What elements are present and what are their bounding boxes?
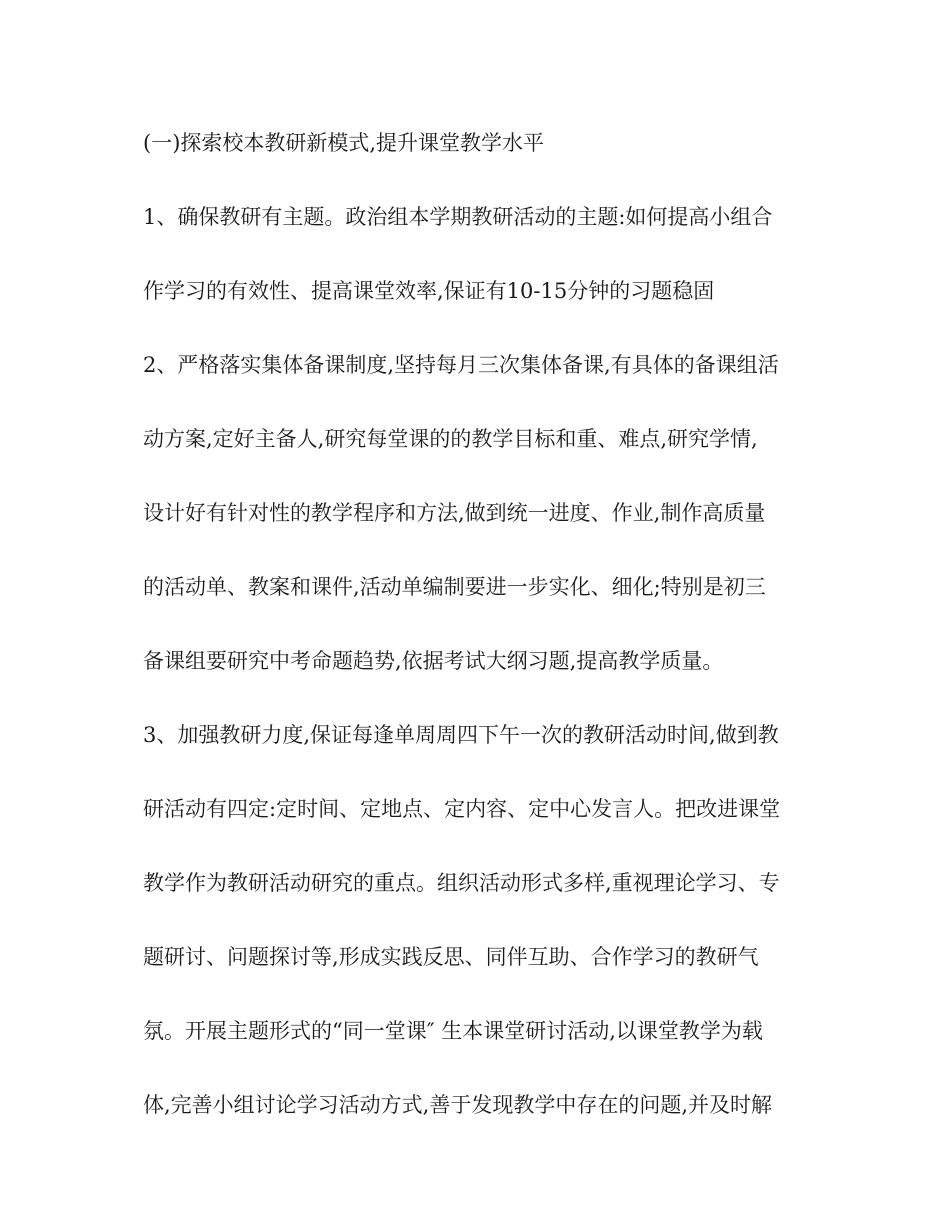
text-line: 题研讨、问题探讨等,形成实践反思、同伴互助、合作学习的教研气 xyxy=(143,945,759,969)
text-line: 动方案,定好主备人,研究每堂课的的教学目标和重、难点,研究学情, xyxy=(143,427,758,451)
section-heading: (一)探索校本教研新模式,提升课堂教学水平 xyxy=(143,131,545,155)
text-line: 氛。开展主题形式的“同一堂课″ 生本课堂研讨活动,以课堂教学为载 xyxy=(143,1019,763,1043)
text-line: 的活动单、教案和课件,活动单编制要进一步实化、细化;特别是初三 xyxy=(143,575,766,599)
text-line: 3、加强教研力度,保证每逢单周周四下午一次的教研活动时间,做到教 xyxy=(143,723,779,747)
text-line: 1、确保教研有主题。政治组本学期教研活动的主题:如何提高小组合 xyxy=(143,205,773,229)
text-line: 2、严格落实集体备课制度,坚持每月三次集体备课,有具体的备课组活 xyxy=(143,353,779,377)
text-line: 设计好有针对性的教学程序和方法,做到统一进度、作业,制作高质量 xyxy=(143,501,766,525)
text-line: 体,完善小组讨论学习活动方式,善于发现教学中存在的问题,并及时解 xyxy=(143,1093,773,1117)
text-line: 作学习的有效性、提高课堂效率,保证有10-15分钟的习题稳固 xyxy=(143,279,715,303)
text-line: 研活动有四定:定时间、定地点、定内容、定中心发言人。把改进课堂 xyxy=(143,797,781,821)
text-line: 教学作为教研活动研究的重点。组织活动形式多样,重视理论学习、专 xyxy=(143,871,780,895)
text-line: 备课组要研究中考命题趋势,依据考试大纲习题,提高教学质量。 xyxy=(143,649,724,673)
